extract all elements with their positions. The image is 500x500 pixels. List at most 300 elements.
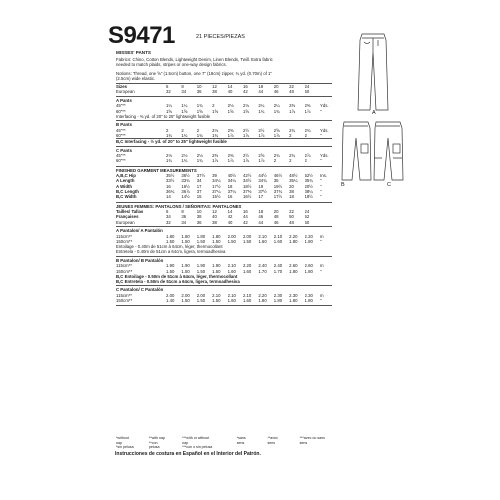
c-pants-cell: 2½ [242,153,249,159]
b-pants-cell: 1¾ [166,132,172,138]
francaises-cell: 46 [258,214,264,220]
finished-cell: 16½ [242,194,252,200]
b-pantalon-cell: 2.40 [273,263,283,269]
finished-cell: 37⅜ [242,189,252,195]
francaises-cell: 36 [181,214,187,220]
a-pantalon-cell: 1.80 [181,233,190,239]
c-pants-cell: 1¾ [181,158,188,164]
garment-title: MISSES' PANTS [116,50,151,55]
fabrics-text: Fabrics: Chino, Cotton Blends, Lightweight Denim, Linen Blends, Twill. Extra fabric needed to match plaids, stripes or one-way design fabrics. [116,57,273,68]
finished-cell: 48½ [289,173,298,179]
pattern-back-sheet [98,0,408,480]
b-pantalon-cell: 1.50 [196,268,206,274]
footnote-avec-sens: **avec sens [267,436,278,445]
tailles-cell: 22 [289,209,294,215]
a-pantalon-table [116,234,332,245]
a-pantalon-cell: 1.50 [227,238,236,244]
tailles-cell: 24 [304,209,310,215]
european-cell: 42 [242,219,248,225]
european-cell: 44 [258,219,264,225]
b-pantalon-label: 115cm** [116,263,132,269]
european-sizes-cell: 36 [196,89,202,95]
european-sizes-cell: 42 [242,89,248,95]
b-pants-cell: 2½ [258,127,265,133]
european-sizes-row [116,89,332,94]
c-pants-cell: 2¾ [273,153,280,159]
a-pants-cell: 1⅝ [242,108,249,114]
finished-table [116,173,332,199]
c-pants-table [116,153,332,164]
tailles-label: Tailles/ Tallas [116,209,144,215]
tailles-cell: 12 [212,209,217,215]
finished-cell: 44½ [258,173,267,179]
a-pants-cell: 1⅞ [289,108,296,114]
finished-cell: 35¾ [304,178,313,184]
finished-cell: 14 [166,194,171,200]
c-pantalon-cell: 2.30 [304,292,313,298]
b-pants-cell: 2⅜ [227,127,234,133]
finished-cell: 34¾ [258,178,267,184]
finished-cell: 20 [289,183,294,189]
a-pantalon-label: 150cm** [116,238,133,244]
c-pantalon-cell: 2.30 [289,292,298,298]
a-pantalon-cell: 1.80 [196,233,206,239]
a-pants-cell: 1¾ [196,103,203,109]
finished-cell: 19½ [273,183,283,189]
b-pants-title: B Pants [116,122,132,128]
finished-cell: 38 [289,189,294,195]
finished-unit: " [320,183,322,189]
b-pantalon-cell: 1.90 [212,263,221,269]
european-sizes-cell: 34 [181,89,187,95]
a-pants-cell: 1⅝ [196,108,203,114]
finished-cell: 52½ [304,173,313,179]
sizes-cell: 8 [181,84,184,90]
footnote-without-nap: *without nap [116,436,129,445]
c-pants-unit: " [320,158,322,164]
a-pants-label: 45"** [116,103,126,109]
a-pants-cell: 1⅝ [166,108,172,114]
a-pants-table [116,103,332,114]
c-pants-row [116,158,332,163]
a-pants-title: A Pants [116,97,132,103]
finished-cell: 16½ [181,183,190,189]
francaises-cell: 40 [212,214,217,220]
spanish-sizes-table [116,209,332,225]
finished-cell: 17 [258,194,264,200]
b-pants-cell: 2 [304,132,307,138]
finished-cell: 34¼ [227,178,236,184]
francaises-cell: 42 [227,214,233,220]
bc-entretela: B,C Entretela - 0.50m de 51cm a 64cm, ligera, termoadhesiva [116,279,240,285]
a-pants-cell: 1¼ [166,103,172,109]
b-pants-label: 45"** [116,127,126,133]
finished-label: B,C Length [116,189,139,195]
c-pantalon-cell: 1.80 [258,298,267,304]
c-pants-cell: 2⅜ [227,153,234,159]
b-pants-cell: 2¾ [304,127,311,133]
finished-cell: 36¾ [166,189,175,195]
finished-cell: 37¾ [273,189,283,195]
sizes-cell: 16 [242,84,248,90]
c-pants-cell: 2 [273,158,277,164]
a-entoilage: Entoilage - 0.40m de 51cm à 64cm, léger, thermocollant [116,244,223,250]
european-cell: 38 [212,219,217,225]
c-pantalon-cell: 2.30 [273,292,283,298]
c-pants-cell: 1¾ [196,158,203,164]
footnote-con-o-sin: ***con o sin pelusa [182,445,213,449]
c-pantalon-title: C Pantalon/ C Pantalón [116,287,164,293]
pieces-count: 21 PIECES/PIEZAS [196,34,245,40]
b-pantalon-table [116,263,332,274]
finished-cell: 37½ [196,173,206,179]
a-pants-cell: 2⅜ [289,103,296,109]
finished-cell: 37½ [258,189,267,195]
b-pantalon-cell: 2.60 [304,263,313,269]
c-pantalon-cell: 2.00 [166,292,175,298]
finished-cell: 16 [227,194,233,200]
a-entretela: Entretela - 0.40m de 51cm a 64cm, ligera, termoadhesiva [116,249,226,255]
tailles-cell: 20 [273,209,279,215]
finished-cell: 34½ [242,178,252,184]
finished-cell: 37¼ [212,189,221,195]
finished-cell: 35½ [166,173,175,179]
sizes-table [116,83,332,95]
b-pants-cell: 2⅛ [212,127,219,133]
footnotes [116,436,332,450]
francaises-cell: 44 [242,214,248,220]
a-pantalon-cell: 1.50 [181,238,190,244]
european-cell: 46 [273,219,279,225]
european-sizes-cell: 48 [289,89,294,95]
b-pants-cell: 2 [166,127,169,133]
notions-text: Notions: Thread, one ⅝" (1.5cm) button, one 7" (18cm) zipper, ¾ yd. (0.70m) of 1" (2.5cm) wide elastic. [116,70,272,81]
c-pantalon-unit: " [320,298,322,304]
c-pants-cell: 2⅝ [258,153,265,159]
c-pantalon-label: 115cm** [116,292,132,298]
european-label: European [116,219,135,225]
finished-cell: 17 [196,183,202,189]
a-pantalon-cell: 2.20 [289,233,298,239]
b-pantalon-cell: 1.80 [289,268,298,274]
b-pants-cell: 1¾ [212,132,219,138]
a-pants-cell: 2¼ [258,103,265,109]
c-pantalon-cell: 1.50 [212,298,221,304]
b-pantalon-cell: 1.50 [166,268,175,274]
finished-cell: 36⅞ [181,189,190,195]
francaises-cell: 50 [289,214,294,220]
european-row [116,220,332,225]
european-sizes-cell: 44 [258,89,264,95]
finished-cell: 37 [196,189,202,195]
b-pants-cell: 2 [181,127,184,133]
c-pants-cell: 2⅛ [166,153,172,159]
b-pantalon-cell: 2.10 [227,263,236,269]
a-pantalon-cell: 1.60 [258,238,267,244]
b-pants-cell: 1¾ [196,132,203,138]
c-pants-title: C Pants [116,147,132,153]
finished-cell: 18 [289,194,294,200]
c-pants-cell: 2⅞ [304,153,311,159]
c-pantalon-cell: 2.10 [242,292,252,298]
b-pantalon-cell: 1.50 [181,268,190,274]
european-cell: 32 [166,219,171,225]
a-pants-cell: 2 [212,103,215,109]
tailles-cell: 10 [196,209,202,215]
c-pants-cell: 1¾ [166,158,172,164]
finished-label: B,C Width [116,194,137,200]
a-pantalon-label: 115cm** [116,233,132,239]
pattern-header [108,22,245,50]
a-pants-label: 60"** [116,108,126,114]
finished-cell: 16 [166,183,171,189]
c-pants-cell: 1⅞ [227,158,234,164]
sizes-cell: 12 [212,84,217,90]
a-pants-cell: 1⅝ [212,108,219,114]
view-b-c-pants-drawing [338,118,408,188]
view-c-label: C [387,182,391,188]
c-pantalon-cell: 1.60 [227,298,236,304]
sizes-cell: 20 [273,84,279,90]
spanish-title: JEUNES FEMMES: PANTALONS / SEÑORITAS: PANTALONES [116,203,242,209]
c-pants-unit: Yds. [320,153,329,159]
european-cell: 50 [304,219,310,225]
european-sizes-cell: 38 [212,89,217,95]
b-pantalon-cell: 1.60 [227,268,236,274]
c-pantalon-cell: 2.20 [258,292,267,298]
finished-unit: Ins. [320,173,327,179]
francaises-cell: 52 [304,214,310,220]
sizes-cell: 14 [227,84,233,90]
finished-cell: 34 [196,178,202,184]
european-sizes-unit [320,89,332,94]
c-pantalon-cell: 1.40 [166,298,175,304]
tailles-cell: 16 [242,209,248,215]
european-cell: 34 [181,219,187,225]
finished-cell: 39 [212,173,217,179]
sizes-cell: 22 [289,84,294,90]
a-pantalon-cell: 1.50 [242,238,252,244]
sizes-label: Sizes [116,84,127,90]
footnote-with-nap: **with nap [148,436,166,440]
b-pants-cell: 1⅞ [227,132,234,138]
finished-cell: 18 [227,183,233,189]
finished-cell: 15 [196,194,202,200]
c-pants-cell: 2⅛ [196,153,203,159]
b-pants-cell: 2¾ [289,127,296,133]
b-pantalon-cell: 2.20 [242,263,252,269]
tailles-cell: 6 [166,209,169,215]
c-pants-cell: 2⅛ [181,153,188,159]
bc-interfacing: B,C Interfacing - ½ yd. of 20" to 25" lightweight fusible [116,139,227,145]
view-b-label: B [341,182,345,188]
b-pantalon-cell: 2.40 [258,263,267,269]
a-pantalon-cell: 1.80 [212,233,221,239]
b-pantalon-label: 150cm** [116,268,133,274]
b-pantalon-cell: 1.90 [166,263,175,269]
finished-title: FINISHED GARMENT MEASUREMENTS [116,167,197,173]
c-pantalon-cell: 1.50 [196,298,206,304]
sizes-cell: 24 [304,84,310,90]
european-sizes-cell: 46 [273,89,279,95]
finished-cell: 18½ [304,194,313,200]
finished-cell: 36½ [181,173,190,179]
b-pantalon-title: B Pantalon/ B Pantalón [116,257,164,263]
a-pantalon-cell: 2.10 [258,233,267,239]
footnote-con-pelusa: **con pelusa [148,440,160,449]
european-sizes-cell: 50 [304,89,310,95]
a-pantalon-cell: 1.80 [304,238,313,244]
finished-cell: 42½ [242,173,252,179]
b-pantalon-cell: 1.60 [242,268,252,274]
b-pants-cell: 1¾ [181,132,188,138]
c-pants-cell: 2 [304,158,307,164]
francaises-cell: 34 [166,214,171,220]
finished-cell: 17½ [273,194,283,200]
a-pants-unit: " [320,108,322,114]
b-pantalon-cell: 1.70 [273,268,283,274]
a-pantalon-cell: 1.80 [166,233,175,239]
c-pantalon-label: 150cm** [116,298,133,304]
b-pants-cell: 2½ [242,127,249,133]
view-a-label: A [372,110,376,116]
a-pantalon-cell: 2.00 [227,233,236,239]
a-pantalon-cell: 1.60 [273,238,283,244]
francaises-cell: 38 [196,214,202,220]
a-pantalon-cell: 1.80 [289,238,298,244]
finished-cell: 38¼ [304,189,313,195]
b-pantalon-cell: 2.60 [289,263,298,269]
b-pantalon-cell: 1.90 [181,263,190,269]
view-a-pants-drawing [348,30,398,115]
tailles-cell: 8 [181,209,184,215]
a-pants-cell: 1⅝ [227,108,234,114]
c-pants-cell: 2¾ [289,153,296,159]
a-pantalon-cell: 1.50 [196,238,206,244]
a-pants-cell: 1¾ [273,108,280,114]
footnote-with-or-without: ***with or without nap [182,436,210,445]
footnote-sans-sens: *sans sens [236,436,246,445]
a-pantalon-unit: " [320,238,322,244]
finished-unit: " [320,189,322,195]
c-pantalon-cell: 1.60 [242,298,252,304]
c-pantalon-cell: 2.00 [181,292,190,298]
sizes-cell: 6 [166,84,169,90]
spanish-instructions-note: Instrucciones de costura en Español en el Interior del Patrón. [115,451,261,457]
b-pants-table [116,128,332,139]
a-pants-cell: 1¼ [181,103,188,109]
finished-cell: 33¾ [181,178,190,184]
b-pantalon-cell: 1.90 [196,263,206,269]
footnote-sin-pelusa: *sin pelusa [116,445,134,449]
finished-cell: 46½ [273,173,283,179]
a-pants-unit: Yds. [320,103,329,109]
a-pants-cell: 2⅛ [227,103,234,109]
finished-cell: 14½ [181,194,190,200]
a-pants-cell: 2⅛ [242,103,249,109]
a-pants-cell: 2⅜ [304,103,311,109]
b-pants-label: 60"** [116,132,126,138]
b-pants-unit: " [320,132,322,138]
c-pantalon-row [116,298,332,303]
c-pants-label: 45"** [116,153,126,159]
c-pants-cell: 1⅞ [212,158,219,164]
a-pantalon-cell: 2.10 [273,233,283,239]
a-pants-cell: 2¼ [273,103,280,109]
finished-unit: " [320,178,322,184]
footnote-avec-ou-sans: ***avec ou sans sens [299,436,325,445]
tailles-cell: 18 [258,209,264,215]
b-pants-cell: 2 [196,127,200,133]
finished-cell: 20½ [304,183,313,189]
finished-cell: 33½ [166,178,175,184]
c-pantalon-cell: 1.80 [273,298,283,304]
a-interfacing: Interfacing - ⅜ yd. of 20" to 25" lightweight fusible [116,113,211,119]
european-cell: 36 [196,219,202,225]
b-pantalon-cell: 1.70 [258,268,267,274]
pattern-number: S9471 [108,22,175,49]
english-section [116,50,332,306]
a-pantalon-cell: 1.50 [166,238,175,244]
european-unit [320,220,332,225]
b-pantalon-cell: 1.50 [212,268,221,274]
finished-cell: 37¼ [227,189,236,195]
finished-cell: 17½ [212,183,221,189]
a-pantalon-cell: 2.20 [304,233,313,239]
b-pantalon-cell: 1.80 [304,268,313,274]
european-sizes-cell: 40 [227,89,233,95]
finished-unit: " [320,194,322,200]
c-pants-cell: 2 [289,158,292,164]
francaises-label: Françaises [116,214,139,220]
finished-cell: 35 [273,178,279,184]
b-pants-cell: 2 [289,132,292,138]
c-pants-cell: 1⅞ [242,158,249,164]
c-pants-label: 60"** [116,158,126,164]
finished-cell: 15½ [212,194,221,200]
finished-label: A,B,C Hip [116,173,136,179]
b-pants-cell: 1⅞ [242,132,249,138]
a-pantalon-title: A Pantalon/ A Pantalón [116,228,163,234]
finished-cell: 19 [258,183,264,189]
finished-cell: 34¼ [212,178,221,184]
b-pantalon-unit: " [320,268,322,274]
a-pants-cell: 1⅝ [181,108,188,114]
b-pantalon-unit: m [320,263,324,269]
b-pants-unit: Yds. [320,127,329,133]
c-pantalon-table [116,293,332,304]
c-pants-cell: 1⅞ [258,158,265,164]
tailles-cell: 14 [227,209,233,215]
european-sizes-cell: 32 [166,89,171,95]
a-pants-cell: 1⅞ [304,108,311,114]
sizes-cell: 10 [196,84,202,90]
european-cell: 40 [227,219,233,225]
finished-row [116,194,332,199]
c-pantalon-cell: 2.10 [212,292,221,298]
c-pantalon-cell: 1.80 [289,298,298,304]
a-pants-cell: 1¾ [258,108,265,114]
b-pants-cell: 1⅞ [258,132,265,138]
sizes-cell: 18 [258,84,264,90]
a-pantalon-cell: 2.00 [242,233,252,239]
bc-entoilage: B,C Entoilage - 0.50m de 51cm à 64cm, léger, thermocollant [116,273,238,279]
a-pantalon-cell: 1.50 [212,238,221,244]
c-pantalon-cell: 2.10 [227,292,236,298]
c-pantalon-unit: m [320,292,324,298]
c-pants-cell: 2⅜ [212,153,219,159]
b-pants-cell: 1⅞ [273,132,280,138]
